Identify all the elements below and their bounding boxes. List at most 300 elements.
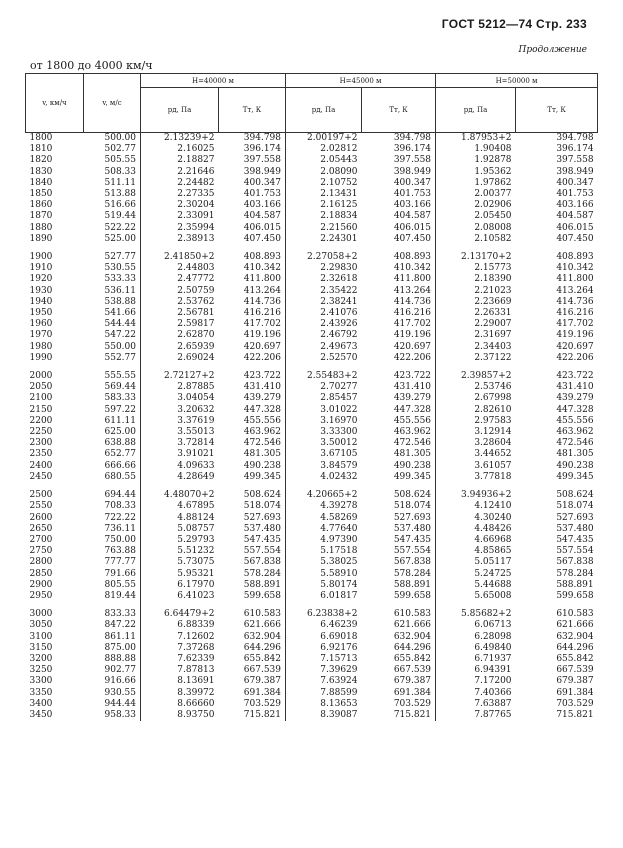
table-cell: 599.658 [556,590,594,601]
block-spacer [26,364,598,371]
table-cell: 2.02906 [436,200,516,211]
table-cell: 7.39629 [286,665,362,676]
table-cell: 2650 [29,523,53,534]
table-cell: 455.556 [393,415,432,426]
table-cell: 439.279 [556,393,594,404]
table-cell: 8.13653 [286,699,362,710]
table-cell: 3.44652 [436,449,516,460]
table-cell: 2.41076 [286,308,362,319]
table-cell: 2.21560 [286,223,362,234]
table-cell: 1820 [29,155,53,166]
table-cell: 422.206 [243,352,282,363]
table-cell: 2450 [29,471,53,482]
table-cell: 413.264 [393,285,432,296]
table-cell: 5.17518 [286,546,362,557]
table-cell: 2950 [29,590,53,601]
table-cell: 5.44688 [436,580,516,591]
table-row [26,405,598,416]
table-cell: 404.587 [393,211,432,222]
table-row [26,490,598,501]
table-cell: 2.33091 [141,211,219,222]
table-cell: 5.24725 [436,569,516,580]
table-cell: 902.77 [104,665,136,676]
table-cell: 555.55 [104,371,136,382]
table-cell: 2050 [29,382,53,393]
table-cell: 423.722 [243,371,282,382]
table-cell: 401.753 [243,189,282,200]
table-cell: 610.583 [243,609,282,620]
table-cell: 632.904 [556,631,594,642]
table-cell: 4.12410 [436,501,516,512]
table-cell: 1990 [29,352,53,363]
table-cell: 420.697 [243,341,282,352]
table-cell: 4.39278 [286,501,362,512]
table-cell: 419.196 [556,330,594,341]
table-cell: 2.65939 [141,342,219,353]
table-cell: 679.387 [243,676,282,687]
table-row [26,133,598,145]
table-cell: 408.893 [556,252,594,263]
table-cell: 2.34403 [436,342,516,353]
table-cell: 439.279 [393,393,432,404]
table-cell: 3.01022 [286,405,362,416]
table-cell: 715.821 [243,709,282,720]
table-cell: 400.347 [243,177,282,188]
table-cell: 410.342 [556,263,594,274]
table-cell: 2.18390 [436,274,516,285]
table-cell: 791.66 [104,568,136,579]
table-cell: 406.015 [556,222,594,233]
table-cell: 527.693 [556,512,594,523]
table-cell: 2.24301 [286,234,362,245]
table-cell: 481.305 [393,449,432,460]
table-cell: 1.95362 [436,167,516,178]
table-cell: 3.33300 [286,427,362,438]
table-cell: 6.88339 [141,620,219,631]
table-cell: 2.67998 [436,393,516,404]
table-cell: 417.702 [556,319,594,330]
table-cell: 463.962 [556,427,594,438]
table-row [26,144,598,155]
table-cell: 2.10582 [436,234,516,245]
table-cell: 4.02432 [286,472,362,483]
table-cell: 2.18827 [141,155,219,166]
table-cell: 1960 [29,319,53,330]
table-cell: 472.546 [393,438,432,449]
table-cell: 3350 [29,687,53,698]
table-cell: 7.37268 [141,643,219,654]
table-cell: 2.08090 [286,167,362,178]
table-cell: 3400 [29,698,53,709]
table-cell: 578.284 [393,568,432,579]
table-cell: 2.62870 [141,330,219,341]
table-cell: 403.166 [243,200,282,211]
table-cell: 2.70277 [286,382,362,393]
table-row [26,319,598,330]
table-row [26,200,598,211]
table-cell: 611.11 [104,415,136,426]
table-cell: 404.587 [243,211,282,222]
table-cell: 621.666 [556,620,594,631]
table-row [26,263,598,274]
table-cell: 431.410 [556,382,594,393]
table-cell: 6.71937 [436,654,516,665]
table-cell: 777.77 [104,557,136,568]
table-cell: 599.658 [243,590,282,601]
table-cell: 8.39087 [286,710,362,721]
table-cell: 447.328 [556,404,594,415]
table-cell: 6.41023 [141,591,219,602]
col-v-kmh: v, км/ч [26,74,84,133]
table-cell: 1840 [29,177,53,188]
table-cell: 408.893 [393,252,432,263]
table-row [26,438,598,449]
table-cell: 578.284 [556,568,594,579]
table-cell: 527.693 [393,512,432,523]
table-cell: 5.29793 [141,535,219,546]
table-cell: 6.17970 [141,580,219,591]
table-cell: 8.93750 [141,710,219,721]
table-row [26,535,598,546]
table-cell: 715.821 [393,709,432,720]
table-cell: 490.238 [556,460,594,471]
table-cell: 2.13170+2 [436,252,516,263]
block-spacer [26,483,598,490]
table-row [26,546,598,557]
table-cell: 694.44 [104,490,136,501]
range-label: от 1800 до 4000 км/ч [30,59,153,72]
table-cell: 518.074 [556,501,594,512]
table-cell: 416.216 [556,308,594,319]
table-cell: 819.44 [104,590,136,601]
table-cell: 3000 [29,609,53,620]
table-cell: 1940 [29,296,53,307]
table-cell: 644.296 [243,642,282,653]
table-cell: 5.05117 [436,557,516,568]
table-cell: 398.949 [393,166,432,177]
table-cell: 403.166 [556,200,594,211]
table-row [26,609,598,620]
table-cell: 691.384 [243,687,282,698]
table-cell: 1.90408 [436,144,516,155]
table-cell: 544.44 [104,319,136,330]
table-cell: 439.279 [243,393,282,404]
table-cell: 632.904 [243,631,282,642]
table-row [26,274,598,285]
table-cell: 667.539 [243,665,282,676]
table-cell: 416.216 [243,308,282,319]
table-cell: 3200 [29,653,53,664]
table-row [26,580,598,591]
table-cell: 2.18834 [286,211,362,222]
table-cell: 557.554 [393,546,432,557]
table-cell: 2.13239+2 [141,133,219,145]
table-cell: 552.77 [104,352,136,363]
table-cell: 3150 [29,642,53,653]
table-cell: 1890 [29,233,53,244]
table-cell: 2.21023 [436,286,516,297]
table-cell: 680.55 [104,471,136,482]
table-cell: 3.67105 [286,449,362,460]
table-cell: 1900 [29,252,53,263]
table-cell: 490.238 [393,460,432,471]
table-cell: 6.49840 [436,643,516,654]
table-cell: 4.67895 [141,501,219,512]
table-row [26,461,598,472]
table-cell: 2.35422 [286,286,362,297]
table-cell: 396.174 [556,144,594,155]
table-cell: 2.49673 [286,342,362,353]
table-cell: 2.72127+2 [141,371,219,382]
table-cell: 4.20665+2 [286,490,362,501]
table-cell: 3.91021 [141,449,219,460]
table-cell: 499.345 [243,471,282,482]
table-cell: 407.450 [556,233,594,244]
table-cell: 2.53746 [436,382,516,393]
table-cell: 537.480 [243,523,282,534]
table-cell: 2.00197+2 [286,133,362,145]
table-cell: 2.85457 [286,393,362,404]
table-cell: 2.30204 [141,200,219,211]
table-cell: 518.074 [393,501,432,512]
table-cell: 8.66660 [141,699,219,710]
table-cell: 3.55013 [141,427,219,438]
table-cell: 420.697 [556,341,594,352]
table-cell: 644.296 [393,642,432,653]
table-cell: 2.05443 [286,155,362,166]
table-cell: 1920 [29,274,53,285]
table-cell: 3250 [29,665,53,676]
table-cell: 750.00 [104,534,136,545]
table-cell: 2.00377 [436,189,516,200]
table-cell: 1930 [29,285,53,296]
table-cell: 533.33 [104,274,136,285]
table-cell: 679.387 [393,676,432,687]
table-cell: 583.33 [104,393,136,404]
table-cell: 413.264 [556,285,594,296]
table-cell: 398.949 [556,166,594,177]
table-row [26,416,598,427]
table-row [26,178,598,189]
table-cell: 397.558 [393,155,432,166]
table-row [26,472,598,483]
table-cell: 2100 [29,393,53,404]
table-row [26,286,598,297]
table-row [26,569,598,580]
table-row [26,330,598,341]
table-cell: 1.97862 [436,178,516,189]
table-cell: 499.345 [556,471,594,482]
table-cell: 5.38025 [286,557,362,568]
table-cell: 2.10752 [286,178,362,189]
table-cell: 431.410 [393,382,432,393]
table-cell: 3.72814 [141,438,219,449]
table-cell: 3050 [29,620,53,631]
group-h50000: H=50000 м [436,74,598,88]
table-cell: 4.09633 [141,461,219,472]
table-cell: 401.753 [556,189,594,200]
table-cell: 481.305 [556,449,594,460]
table-cell: 3.84579 [286,461,362,472]
group-h45000: H=45000 м [286,74,436,88]
table-cell: 410.342 [243,263,282,274]
table-cell: 655.842 [556,653,594,664]
table-cell: 7.87765 [436,710,516,721]
table-cell: 6.01817 [286,591,362,602]
table-row [26,513,598,524]
table-cell: 511.11 [104,177,136,188]
table-cell: 2.43926 [286,319,362,330]
table-row [26,449,598,460]
table-cell: 588.891 [243,579,282,590]
table-cell: 7.63924 [286,676,362,687]
table-cell: 519.44 [104,211,136,222]
table-cell: 805.55 [104,579,136,590]
table-cell: 527.693 [243,512,282,523]
table-cell: 691.384 [393,687,432,698]
table-cell: 2250 [29,427,53,438]
table-cell: 404.587 [556,211,594,222]
table-cell: 2.02812 [286,144,362,155]
table-row [26,591,598,602]
table-cell: 7.15713 [286,654,362,665]
table-cell: 567.838 [556,557,594,568]
table-cell: 597.22 [104,404,136,415]
table-cell: 2.26331 [436,308,516,319]
table-cell: 410.342 [393,263,432,274]
table-cell: 666.66 [104,460,136,471]
table-cell: 2.16025 [141,144,219,155]
table-cell: 6.64479+2 [141,609,219,620]
table-cell: 4.66968 [436,535,516,546]
table-cell: 481.305 [243,449,282,460]
table-cell: 763.88 [104,546,136,557]
table-row [26,167,598,178]
table-cell: 394.798 [243,133,282,143]
table-cell: 2150 [29,404,53,415]
table-cell: 537.480 [393,523,432,534]
table-cell: 411.800 [556,274,594,285]
table-cell: 7.88599 [286,688,362,699]
table-cell: 414.736 [556,296,594,307]
table-cell: 411.800 [393,274,432,285]
table-cell: 508.624 [243,490,282,501]
table-cell: 6.06713 [436,620,516,631]
table-cell: 944.44 [104,698,136,709]
table-cell: 397.558 [243,155,282,166]
block-spacer [26,245,598,252]
table-cell: 2.82610 [436,405,516,416]
table-cell: 1860 [29,200,53,211]
table-cell: 2.56781 [141,308,219,319]
table-cell: 621.666 [393,620,432,631]
table-cell: 463.962 [393,427,432,438]
table-cell: 525.00 [104,233,136,244]
table-cell: 652.77 [104,449,136,460]
table-cell: 5.95321 [141,569,219,580]
table-cell: 4.48070+2 [141,490,219,501]
table-cell: 394.798 [556,133,594,143]
table-cell: 2850 [29,568,53,579]
table-row [26,353,598,364]
table-cell: 400.347 [556,177,594,188]
table-cell: 3100 [29,631,53,642]
table-cell: 5.51232 [141,546,219,557]
table-cell: 2.24482 [141,178,219,189]
table-cell: 7.17200 [436,676,516,687]
table-cell: 5.65008 [436,591,516,602]
table-cell: 423.722 [556,371,594,382]
table-cell: 414.736 [243,296,282,307]
table-cell: 930.55 [104,687,136,698]
table-cell: 599.658 [393,590,432,601]
table-cell: 419.196 [393,330,432,341]
table-cell: 407.450 [393,233,432,244]
table-cell: 396.174 [243,144,282,155]
table-cell: 447.328 [243,404,282,415]
table-cell: 3450 [29,709,53,720]
table-cell: 490.238 [243,460,282,471]
table-cell: 3300 [29,676,53,687]
table-cell: 4.28649 [141,472,219,483]
table-cell: 547.435 [556,534,594,545]
table-row [26,223,598,234]
table-cell: 394.798 [393,133,432,143]
table-row [26,665,598,676]
table-row [26,155,598,166]
table-cell: 578.284 [243,568,282,579]
table-cell: 1980 [29,341,53,352]
table-cell: 2.16125 [286,200,362,211]
table-cell: 422.206 [556,352,594,363]
table-row [26,393,598,404]
table-cell: 1970 [29,330,53,341]
table-cell: 703.529 [393,698,432,709]
table-cell: 2.50759 [141,286,219,297]
table-cell: 6.46239 [286,620,362,631]
table-cell: 455.556 [243,415,282,426]
table-cell: 2.32618 [286,274,362,285]
table-cell: 2800 [29,557,53,568]
table-cell: 2.38913 [141,234,219,245]
table-cell: 530.55 [104,263,136,274]
table-row [26,654,598,665]
table-cell: 667.539 [393,665,432,676]
table-cell: 396.174 [393,144,432,155]
table-cell: 541.66 [104,308,136,319]
col-p3: pд, Па [436,88,516,133]
table-cell: 708.33 [104,501,136,512]
table-cell: 2.53762 [141,297,219,308]
table-row [26,297,598,308]
table-row [26,252,598,263]
table-cell: 5.08757 [141,524,219,535]
table-cell: 2.31697 [436,330,516,341]
table-cell: 621.666 [243,620,282,631]
table-cell: 417.702 [393,319,432,330]
table-cell: 610.583 [393,609,432,620]
table-cell: 472.546 [556,438,594,449]
table-cell: 958.33 [104,709,136,720]
table-cell: 547.22 [104,330,136,341]
table-cell: 508.624 [393,490,432,501]
table-cell: 5.58910 [286,569,362,580]
table-cell: 3.04054 [141,393,219,404]
table-cell: 406.015 [243,222,282,233]
table-cell: 2350 [29,449,53,460]
table-cell: 722.22 [104,512,136,523]
table-cell: 2.47772 [141,274,219,285]
